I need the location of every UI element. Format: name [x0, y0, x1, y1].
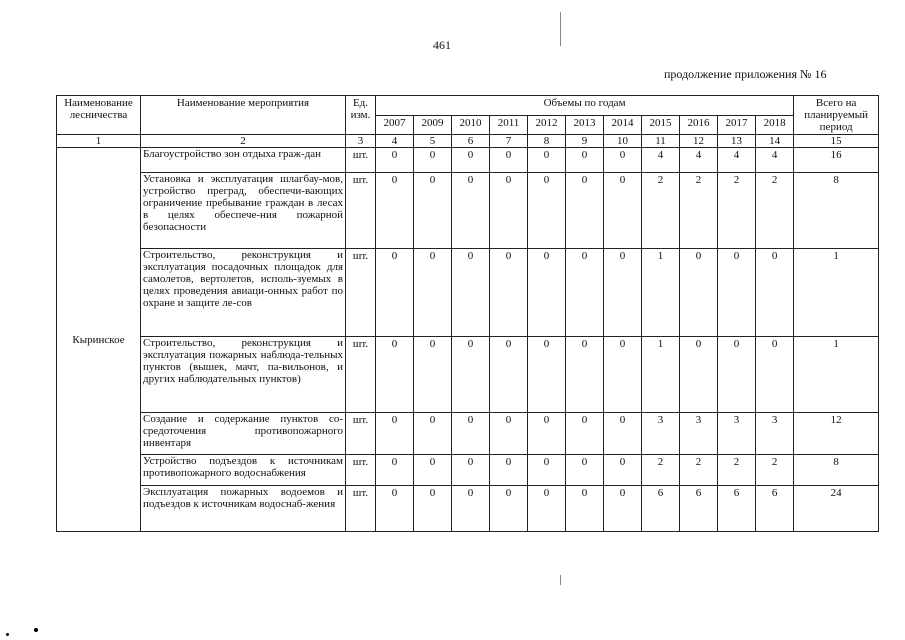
- table-row: [57, 455, 879, 486]
- year-value: 0: [376, 486, 414, 532]
- unit-cell: шт.: [346, 413, 376, 455]
- year-value: 6: [718, 486, 756, 532]
- year-header: 2012: [528, 115, 566, 135]
- appendix-continuation: продолжение приложения № 16: [664, 67, 827, 81]
- year-header: 2007: [376, 115, 414, 135]
- year-value: 0: [376, 455, 414, 486]
- year-value: 0: [566, 148, 604, 173]
- unit-cell: шт.: [346, 249, 376, 337]
- year-value: 0: [528, 413, 566, 455]
- year-value: 0: [376, 337, 414, 413]
- year-value: 0: [414, 486, 452, 532]
- year-header: 2015: [642, 115, 680, 135]
- year-value: 0: [718, 337, 756, 413]
- page-number: 461: [433, 38, 451, 52]
- year-value: 0: [528, 249, 566, 337]
- year-value: 2: [642, 455, 680, 486]
- year-value: 0: [566, 337, 604, 413]
- year-value: 3: [718, 413, 756, 455]
- activity-name: Установка и эксплуатация шлагбау-мов, устройство преград, обеспечи-вающих ограничение пребывание граждан в лесах в целях обеспече-ния пожарной безопасности: [141, 173, 346, 249]
- unit-cell: шт.: [346, 337, 376, 413]
- column-number: 8: [528, 135, 566, 148]
- year-value: 0: [566, 173, 604, 249]
- forestry-name: Кыринское: [57, 148, 141, 532]
- year-value: 0: [414, 337, 452, 413]
- year-value: 0: [756, 249, 794, 337]
- year-header: 2017: [718, 115, 756, 135]
- column-number: 4: [376, 135, 414, 148]
- year-value: 0: [452, 455, 490, 486]
- year-value: 4: [756, 148, 794, 173]
- year-value: 0: [490, 249, 528, 337]
- year-value: 0: [566, 249, 604, 337]
- year-header: 2016: [680, 115, 718, 135]
- unit-cell: шт.: [346, 148, 376, 173]
- year-value: 0: [604, 337, 642, 413]
- year-value: 0: [566, 455, 604, 486]
- year-value: 0: [604, 455, 642, 486]
- activity-name: Создание и содержание пунктов со-средоточения противопожарного инвентаря: [141, 413, 346, 455]
- year-value: 2: [680, 455, 718, 486]
- year-value: 6: [756, 486, 794, 532]
- year-header: 2014: [604, 115, 642, 135]
- year-value: 0: [490, 455, 528, 486]
- year-value: 4: [718, 148, 756, 173]
- activity-name: Строительство, реконструкция и эксплуатация пожарных наблюда-тельных пунктов (вышек, мачт, па-вильонов, и других наблюдательных пунктов): [141, 337, 346, 413]
- table-row: [57, 173, 879, 249]
- year-value: 0: [604, 173, 642, 249]
- year-value: 0: [414, 455, 452, 486]
- year-value: 0: [452, 337, 490, 413]
- year-value: 0: [376, 148, 414, 173]
- column-number: 5: [414, 135, 452, 148]
- year-value: 0: [376, 413, 414, 455]
- year-value: 0: [452, 148, 490, 173]
- year-value: 0: [604, 413, 642, 455]
- year-value: 0: [528, 486, 566, 532]
- year-value: 0: [680, 249, 718, 337]
- year-value: 0: [452, 486, 490, 532]
- activity-name: Благоустройство зон отдыха граж-дан: [141, 148, 346, 173]
- year-value: 0: [490, 337, 528, 413]
- year-header: 2009: [414, 115, 452, 135]
- activity-name: Устройство подъездов к источникам противопожарного водоснабжения: [141, 455, 346, 486]
- year-value: 0: [566, 413, 604, 455]
- year-value: 2: [756, 173, 794, 249]
- year-value: 3: [642, 413, 680, 455]
- year-header: 2013: [566, 115, 604, 135]
- year-value: 4: [680, 148, 718, 173]
- activity-name: Эксплуатация пожарных водоемов и подъездов к источникам водоснаб-жения: [141, 486, 346, 532]
- table-row: [57, 249, 879, 337]
- column-number: 7: [490, 135, 528, 148]
- column-number: 10: [604, 135, 642, 148]
- column-number: 3: [346, 135, 376, 148]
- unit-cell: шт.: [346, 173, 376, 249]
- unit-cell: шт.: [346, 455, 376, 486]
- year-value: 0: [414, 413, 452, 455]
- activity-name: Строительство, реконструкция и эксплуатация посадочных площадок для самолетов, вертолетов, исполь-зуемых в целях проведения авиаци-онных работ по охране и защите ле-сов: [141, 249, 346, 337]
- total-value: 8: [794, 173, 879, 249]
- header-total: Всего на планируемый период: [794, 96, 879, 135]
- total-value: 8: [794, 455, 879, 486]
- year-value: 0: [452, 249, 490, 337]
- year-value: 0: [452, 413, 490, 455]
- year-value: 0: [490, 173, 528, 249]
- fold-line-bottom: [560, 575, 561, 585]
- column-number: 12: [680, 135, 718, 148]
- table-row: [57, 148, 879, 173]
- year-value: 3: [680, 413, 718, 455]
- year-value: 0: [680, 337, 718, 413]
- total-value: 16: [794, 148, 879, 173]
- unit-cell: шт.: [346, 486, 376, 532]
- year-value: 0: [414, 148, 452, 173]
- year-value: 0: [528, 337, 566, 413]
- year-header: 2018: [756, 115, 794, 135]
- column-number: 15: [794, 135, 879, 148]
- year-value: 0: [490, 486, 528, 532]
- year-value: 1: [642, 337, 680, 413]
- year-value: 3: [756, 413, 794, 455]
- year-header: 2010: [452, 115, 490, 135]
- column-number: 2: [141, 135, 346, 148]
- year-value: 0: [604, 249, 642, 337]
- ink-mark: [6, 633, 9, 636]
- column-number: 11: [642, 135, 680, 148]
- table-row: [57, 413, 879, 455]
- year-value: 0: [604, 486, 642, 532]
- year-value: 0: [452, 173, 490, 249]
- year-value: 2: [718, 173, 756, 249]
- year-value: 0: [528, 173, 566, 249]
- column-number: 6: [452, 135, 490, 148]
- year-value: 0: [376, 173, 414, 249]
- year-value: 1: [642, 249, 680, 337]
- year-value: 0: [756, 337, 794, 413]
- table-row: [57, 337, 879, 413]
- column-number: 13: [718, 135, 756, 148]
- header-measure: Наименование мероприятия: [141, 96, 346, 135]
- year-value: 4: [642, 148, 680, 173]
- total-value: 1: [794, 337, 879, 413]
- year-value: 6: [680, 486, 718, 532]
- year-value: 0: [490, 148, 528, 173]
- header-row: [57, 96, 879, 116]
- table-body: [57, 148, 879, 532]
- year-value: 2: [756, 455, 794, 486]
- year-value: 0: [718, 249, 756, 337]
- fold-line-top: [560, 12, 561, 46]
- header-unit: Ед. изм.: [346, 96, 376, 135]
- total-value: 12: [794, 413, 879, 455]
- year-value: 0: [528, 148, 566, 173]
- header-volumes: Объемы по годам: [376, 96, 794, 116]
- ink-mark: [34, 628, 38, 632]
- year-value: 0: [566, 486, 604, 532]
- year-header: 2011: [490, 115, 528, 135]
- column-number: 1: [57, 135, 141, 148]
- year-value: 6: [642, 486, 680, 532]
- year-value: 0: [414, 249, 452, 337]
- total-value: 1: [794, 249, 879, 337]
- fire-safety-measures-table: [56, 95, 879, 532]
- year-value: 0: [490, 413, 528, 455]
- column-number: 9: [566, 135, 604, 148]
- header-forestry: Наименование лесничества: [57, 96, 141, 135]
- table-row: [57, 486, 879, 532]
- total-value: 24: [794, 486, 879, 532]
- year-value: 0: [414, 173, 452, 249]
- year-value: 0: [604, 148, 642, 173]
- year-value: 2: [680, 173, 718, 249]
- year-value: 0: [376, 249, 414, 337]
- column-numbers-row: [57, 135, 879, 148]
- year-value: 0: [528, 455, 566, 486]
- column-number: 14: [756, 135, 794, 148]
- year-value: 2: [642, 173, 680, 249]
- year-value: 2: [718, 455, 756, 486]
